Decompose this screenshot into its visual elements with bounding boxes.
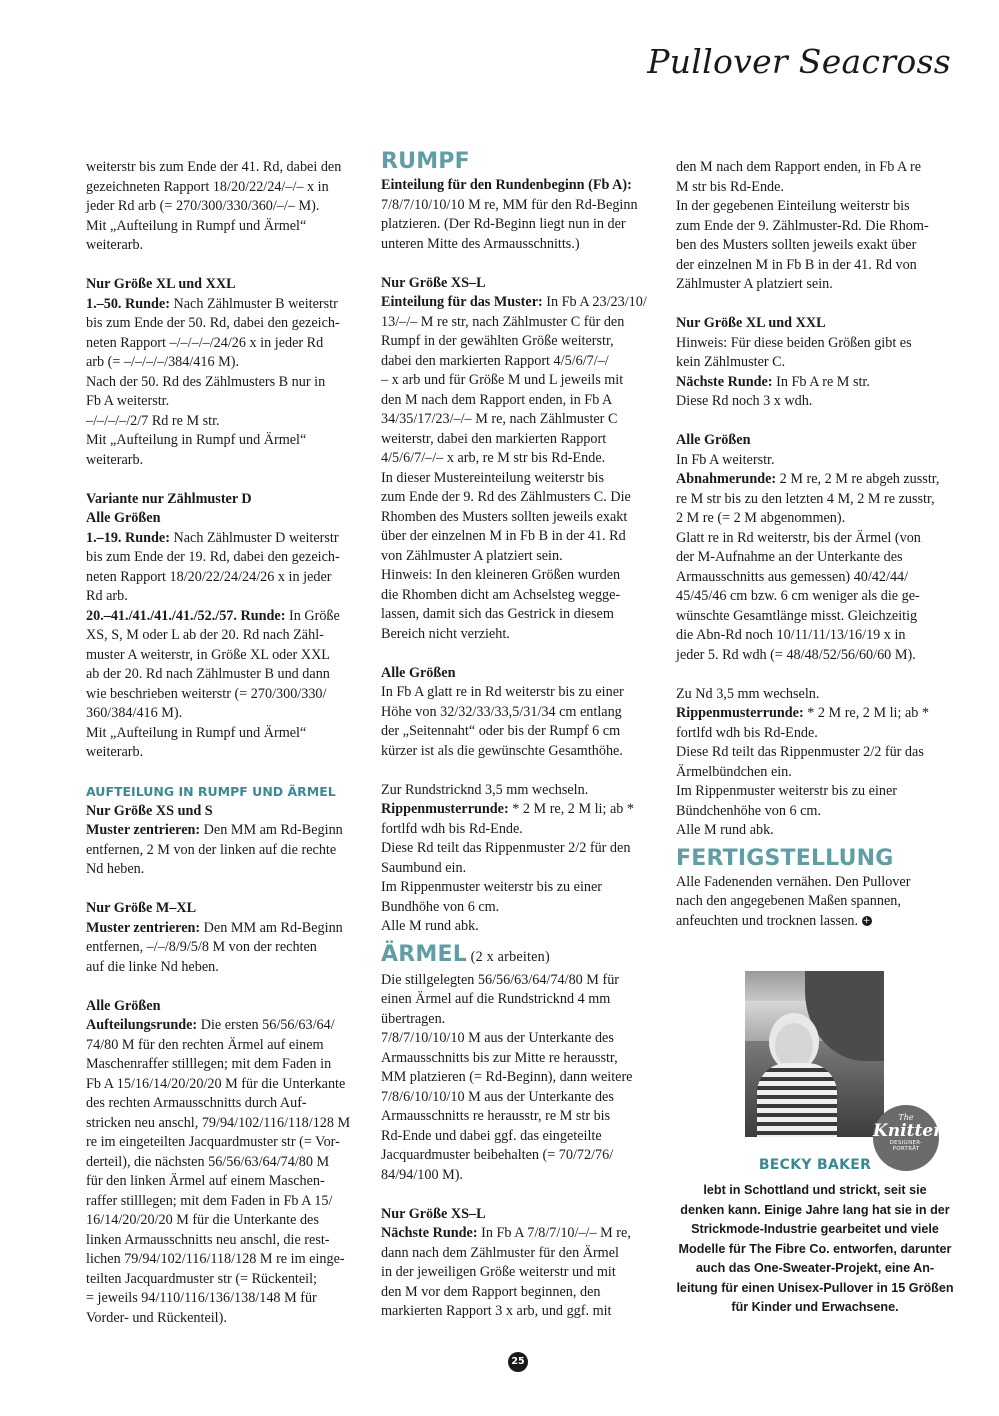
text-line: Zu Nd 3,5 mm wechseln. [676, 685, 820, 702]
photo-cliff [805, 971, 884, 1061]
text-line: derteil), die nächsten 56/56/63/64/74/80 M [86, 1153, 330, 1170]
text-line: von Zählmuster A platziert sein. [381, 547, 563, 564]
text-line: teilten Jacquardmuster str (= Rückenteil; [86, 1270, 317, 1287]
text-line: die Abn-Rd noch 10/11/11/13/16/19 x in [676, 627, 906, 643]
text-line: 4/5/6/7/–/– x arb, re M str bis Rd-Ende. [381, 450, 606, 466]
text-line: Hinweis: Für diese beiden Größen gibt es [676, 334, 912, 351]
text-line: über der einzelnen M in Fb B in der 41. Rd [381, 528, 626, 544]
text-line: fortlfd wdh bis Rd-Ende. [676, 724, 818, 741]
text-line: neten Rapport –/–/–/–/24/26 x in jeder Rd [86, 334, 324, 351]
column-3 [676, 158, 954, 931]
bio-line: Modelle für The Fibre Co. entworfen, darunter [678, 1241, 952, 1256]
section-subheading: Alle Größen [676, 432, 751, 448]
text-line: Bündchenhöhe von 6 cm. [676, 802, 821, 819]
step-label: Nächste Runde: [676, 373, 773, 390]
text-line: Diese Rd teilt das Rippenmuster 2/2 für das [676, 744, 924, 760]
text-line: Den MM am Rd-Beginn [200, 822, 343, 838]
text-line: XS, S, M oder L ab der 20. Rd nach Zähl- [86, 627, 324, 643]
text-line: * 2 M re, 2 M li; ab * [508, 801, 635, 817]
section-subheading: Alle Größen [86, 997, 161, 1014]
text-line: * 2 M re, 2 M li; ab * [803, 705, 930, 721]
text-line: muster A weiterstr, in Größe XL oder XXL [86, 646, 330, 663]
text-line: re im eingeteilten Jacquardmuster str (= Vor- [86, 1134, 340, 1150]
text-line: Mit „Aufteilung in Rumpf und Ärmel“ [86, 724, 307, 741]
bio-line: Strickmode-Industrie gearbeitet und viele [691, 1222, 939, 1236]
text-line: für den linken Ärmel auf einem Maschen- [86, 1173, 325, 1189]
text-line: übertragen. [381, 1010, 446, 1027]
page-number: 25 [508, 1352, 528, 1372]
text-line: Maschenraffer stilllegen; mit dem Faden in [86, 1056, 332, 1072]
text-line: stricken neu anschl, 79/94/102/116/118/128 M [86, 1114, 351, 1131]
text-line: 16/14/20/20/20 M für die Unterkante des [86, 1212, 319, 1228]
text-line: Im Rippenmuster weiterstr bis zu einer [381, 879, 603, 895]
text-line: den M nach dem Rapport enden, in Fb A [381, 391, 613, 408]
text-line: In dieser Mustereinteilung weiterstr bis [381, 469, 605, 486]
text-line: der „Seitennaht“ oder bis der Rumpf 6 cm [381, 723, 621, 739]
text-line: Diese Rd noch 3 x wdh. [676, 393, 813, 409]
text-line: arb (= –/–/–/–/384/416 M). [86, 354, 240, 370]
text-line: dann nach dem Zählmuster für den Ärmel [381, 1244, 619, 1261]
text-line: Armausschnitts aus gemessen) 40/42/44/ [676, 568, 909, 585]
text-line: Armausschnitts bis zur Mitte re herausstr, [381, 1049, 618, 1066]
text-line: ben des Musters sollten jeweils exakt über [676, 237, 917, 253]
text-line: platzieren. (Der Rd-Beginn liegt nun in der [381, 216, 626, 232]
text-line: 360/384/416 M). [86, 705, 183, 721]
text-line: die Rhomben dicht am Achselsteg wegge- [381, 586, 621, 603]
step-label: Muster zentrieren: [86, 919, 201, 936]
text-line: Höhe von 32/32/33/33,5/31/34 cm entlang [381, 703, 622, 720]
text-line: 45/45/46 cm bzw. 6 cm weniger als die ge- [676, 588, 920, 604]
heading-aermel-text: ÄRMEL [381, 941, 467, 967]
text-line: Fb A weiterstr. [86, 393, 170, 409]
text-line: der einzelnen M in Fb B in der 41. Rd von [676, 256, 917, 273]
section-subheading: Nur Größe XS–L [381, 1205, 486, 1222]
text-line: weiterstr, dabei den markierten Rapport [381, 430, 607, 447]
text-line: Die ersten 56/56/63/64/ [197, 1017, 335, 1033]
rumpf-rundenbeginn [381, 176, 659, 254]
text-line: unteren Mitte des Armausschnitts.) [381, 235, 580, 252]
badge-sub-text: PORTRÄT [892, 1146, 920, 1152]
step-label: 1.–50. Runde: [86, 295, 170, 312]
text-line: lichen 79/94/102/116/118/128 M re im einge- [86, 1251, 345, 1267]
text-line: Zur Rundstricknd 3,5 mm wechseln. [381, 781, 589, 798]
step-label: Abnahmerunde: [676, 471, 777, 487]
text-line: Alle Fadenenden vernähen. Den Pullover [676, 873, 911, 890]
section-xl-xxl [86, 275, 361, 470]
heading-rumpf: RUMPF [381, 149, 470, 174]
step-label: Muster zentrieren: [86, 822, 201, 838]
text-line: MM platzieren (= Rd-Beginn), dann weitere [381, 1069, 633, 1085]
text-line: 7/8/7/10/10/10 M aus der Unterkante des [381, 1030, 614, 1046]
step-label: Rippenmusterrunde: [381, 801, 509, 817]
text-line: kein Zählmuster C. [676, 354, 786, 370]
section-heading: AUFTEILUNG IN RUMPF UND ÄRMEL [86, 784, 336, 799]
heading-aermel-note: (2 x arbeiten) [466, 948, 550, 965]
text-line: In Fb A re M str. [772, 373, 870, 390]
text-line: linken Armausschnitts neu anschl, die rest- [86, 1231, 330, 1248]
text-line: jeder 5. Rd wdh (= 48/48/52/56/60/60 M). [676, 646, 916, 663]
text-line: 84/94/100 M). [381, 1166, 463, 1183]
text-line: Vorder- und Rückenteil). [86, 1309, 227, 1326]
aermel-xs-l [381, 1205, 659, 1322]
section-aufteilung [86, 782, 361, 880]
text-line: Jacquardmuster beibehalten (= 70/72/76/ [381, 1147, 614, 1163]
text-line: weiterarb. [86, 744, 144, 760]
text-line: Armausschnitts re herausstr, re M str bis [381, 1108, 611, 1124]
end-mark-icon: + [862, 916, 871, 927]
step-label: Einteilung für den Rundenbeginn (Fb A): [381, 177, 632, 193]
text-line: In der gegebenen Einteilung weiterstr bis [676, 198, 910, 214]
text-line: Die stillgelegten 56/56/63/64/74/80 M für [381, 971, 620, 988]
text-line: In Fb A weiterstr. [676, 451, 775, 468]
text-line: jeder Rd arb (= 270/300/330/360/–/– M). [86, 198, 320, 214]
text-line: ab der 20. Rd nach Zählmuster B und dann [86, 666, 330, 682]
page-title: Pullover Seacross [647, 42, 951, 81]
text-line: Rd arb. [86, 588, 128, 604]
text-line: Bundhöhe von 6 cm. [381, 898, 500, 915]
step-label: Nächste Runde: [381, 1225, 478, 1241]
text-line: re M str bis zu den letzten 4 M, 2 M re zusstr, [676, 490, 935, 507]
section-heading: Nur Größe XL und XXL [86, 276, 236, 292]
text-line: Nach der 50. Rd des Zählmusters B nur in [86, 373, 326, 390]
section-alle-groessen [86, 997, 361, 1329]
text-line: zum Ende der 9. Rd des Zählmusters C. Die [381, 489, 631, 505]
section-subheading: Alle Größen [381, 664, 456, 681]
text-line: Im Rippenmuster weiterstr bis zu einer [676, 783, 898, 799]
text-line: –/–/–/–/2/7 Rd re M str. [86, 412, 220, 429]
text-line: Hinweis: In den kleineren Größen wurden [381, 567, 621, 583]
text-line: Ärmelbündchen ein. [676, 763, 792, 780]
text-line: = jeweils 94/110/116/136/138/148 M für [86, 1290, 317, 1306]
text-line: 7/8/6/10/10/10 M aus der Unterkante des [381, 1088, 614, 1105]
text-line: der M-Aufnahme an der Unterkante des [676, 549, 903, 565]
section-subheading: Nur Größe XS und S [86, 802, 213, 819]
text-line: Nd heben. [86, 861, 145, 877]
intro-paragraph [86, 158, 361, 256]
text-line: entfernen, –/–/8/9/5/8 M von der rechten [86, 939, 317, 955]
heading-aermel [381, 943, 659, 969]
fertigstellung-text [676, 873, 954, 932]
text-line: 2 M re, 2 M re abgeh zusstr, [776, 471, 940, 487]
rumpf-rippen [381, 781, 659, 937]
text-line: bis zum Ende der 50. Rd, dabei den gezeich- [86, 315, 340, 331]
text-line: auf die linke Nd heben. [86, 958, 219, 975]
rumpf-alle [381, 664, 659, 762]
text-line: Nach Zählmuster B weiterstr [169, 295, 338, 312]
aermel-alle [676, 431, 954, 665]
text-line: anfeuchten und trocknen lassen. [676, 912, 859, 929]
text-line: In Fb A 23/23/10/ [542, 294, 647, 310]
text-line: 7/8/7/10/10/10 M re, MM für den Rd-Beginn [381, 196, 638, 213]
text-line: 13/–/– M re str, nach Zählmuster C für den [381, 313, 625, 330]
aermel-continued [676, 158, 954, 295]
section-subheading: Nur Größe XS–L [381, 274, 486, 291]
designer-photo [745, 971, 884, 1137]
designer-bio [676, 1181, 954, 1318]
text-line: Rumpf in der gewählten Größe weiterstr, [381, 333, 614, 349]
text-line: nach den angegebenen Maßen spannen, [676, 893, 901, 909]
text-line: Diese Rd teilt das Rippenmuster 2/2 für den [381, 840, 631, 856]
text-line: Rhomben des Musters sollten jeweils exakt [381, 508, 628, 525]
text-line: 34/35/17/23/–/– M re, nach Zählmuster C [381, 411, 618, 427]
text-line: kürzer ist als die gewünschte Gesamthöhe. [381, 742, 623, 759]
text-line: des rechten Armausschnitts durch Auf- [86, 1095, 307, 1111]
text-line: Saumbund ein. [381, 859, 467, 876]
text-line: 74/80 M für den rechten Ärmel auf einem [86, 1036, 324, 1053]
section-subheading: Alle Größen [86, 510, 161, 526]
section-m-xl [86, 899, 361, 977]
bio-line: auch das One-Sweater-Projekt, eine An- [695, 1261, 935, 1275]
badge-top-text: The [898, 1113, 914, 1122]
rumpf-xs-l [381, 274, 659, 645]
section-subheading: Nur Größe XL und XXL [676, 315, 826, 331]
step-label: 20.–41./41./41./41./52./57. Runde: [86, 607, 286, 624]
step-label: 1.–19. Runde: [86, 529, 170, 546]
text-line: Nach Zählmuster D weiterstr [169, 529, 339, 546]
column-2 [381, 150, 659, 1322]
text-line: dabei den markierten Rapport 4/5/6/7/–/ [381, 352, 609, 369]
text-line: M str bis Rd-Ende. [676, 178, 784, 195]
section-heading: Variante nur Zählmuster D [86, 490, 252, 507]
photo-person-body [757, 1063, 837, 1137]
text-line: Alle M rund abk. [381, 918, 479, 934]
text-line: lassen, damit sich das Gestrick in diesem [381, 606, 614, 622]
section-subheading: Nur Größe M–XL [86, 900, 197, 916]
text-line: Mit „Aufteilung in Rumpf und Ärmel“ [86, 217, 307, 234]
text-line: Mit „Aufteilung in Rumpf und Ärmel“ [86, 432, 307, 448]
text-line: In Fb A 7/8/7/10/–/– M re, [477, 1225, 631, 1241]
text-line: markierten Rapport 3 x arb, und ggf. mit [381, 1303, 612, 1319]
text-line: Bereich nicht verzieht. [381, 625, 510, 642]
text-line: Glatt re in Rd weiterstr, bis der Ärmel (von [676, 529, 921, 546]
text-line: den M vor dem Rapport beginnen, den [381, 1283, 601, 1300]
text-line: fortlfd wdh bis Rd-Ende. [381, 820, 523, 837]
text-line: weiterarb. [86, 451, 144, 468]
text-line: Fb A 15/16/14/20/20/20 M für die Unterkante [86, 1075, 346, 1092]
badge-sub-text: DESIGNER- [889, 1140, 923, 1146]
text-line: In Größe [285, 607, 340, 624]
step-label: Aufteilungsrunde: [86, 1017, 198, 1033]
bio-line: denken kann. Einige Jahre lang hat sie in der [680, 1202, 950, 1217]
text-line: wie beschrieben weiterstr (= 270/300/330/ [86, 685, 327, 702]
text-line: entfernen, 2 M von der linken auf die rechte [86, 841, 337, 858]
designer-name: BECKY BAKER [758, 1157, 872, 1173]
text-line: – x arb und für Größe M und L jeweils mit [381, 372, 624, 388]
bio-line: für Kinder und Erwachsene. [731, 1300, 899, 1314]
section-variante-d [86, 490, 361, 763]
text-line: einen Ärmel auf die Rundstricknd 4 mm [381, 991, 611, 1007]
bio-line: lebt in Schottland und strickt, seit sie [703, 1183, 927, 1197]
text-line: In Fb A glatt re in Rd weiterstr bis zu einer [381, 684, 624, 700]
text-line: Rd-Ende und dabei ggf. das eingeteilte [381, 1127, 602, 1144]
aermel-intro [381, 971, 659, 1186]
text-line: Den MM am Rd-Beginn [200, 919, 343, 936]
text-line: weiterstr bis zum Ende der 41. Rd, dabei den [86, 159, 342, 175]
text-line: wünschte Gesamtlänge misst. Gleichzeitig [676, 607, 918, 624]
text-line: weiterarb. [86, 237, 144, 253]
step-label: Rippenmusterrunde: [676, 705, 804, 721]
step-label: Einteilung für das Muster: [381, 294, 543, 310]
text-line: Zählmuster A platziert sein. [676, 276, 833, 292]
text-line: bis zum Ende der 19. Rd, dabei den gezeich- [86, 549, 340, 565]
text-line: Alle M rund abk. [676, 822, 774, 838]
badge-logo-text: Knitter [873, 1121, 943, 1141]
text-line: neten Rapport 18/20/22/24/24/26 x in jeder [86, 568, 332, 585]
text-line: raffer stilllegen; mit dem Faden in Fb A 15/ [86, 1192, 333, 1209]
text-line: 2 M re (= 2 M abgenommen). [676, 510, 846, 526]
aermel-rippen [676, 685, 954, 841]
heading-fertigstellung: FERTIGSTELLUNG [676, 845, 894, 871]
text-line: zum Ende der 9. Zählmuster-Rd. Die Rhom- [676, 217, 929, 234]
aermel-xl-xxl [676, 314, 954, 412]
text-line: in der jeweiligen Größe weiterstr und mit [381, 1264, 616, 1280]
column-1 [86, 158, 361, 1328]
text-line: gezeichneten Rapport 18/20/22/24/–/– x in [86, 178, 329, 195]
bio-line: leitung für einen Unisex-Pullover in 15 Größen [676, 1280, 954, 1295]
text-line: den M nach dem Rapport enden, in Fb A re [676, 159, 922, 175]
